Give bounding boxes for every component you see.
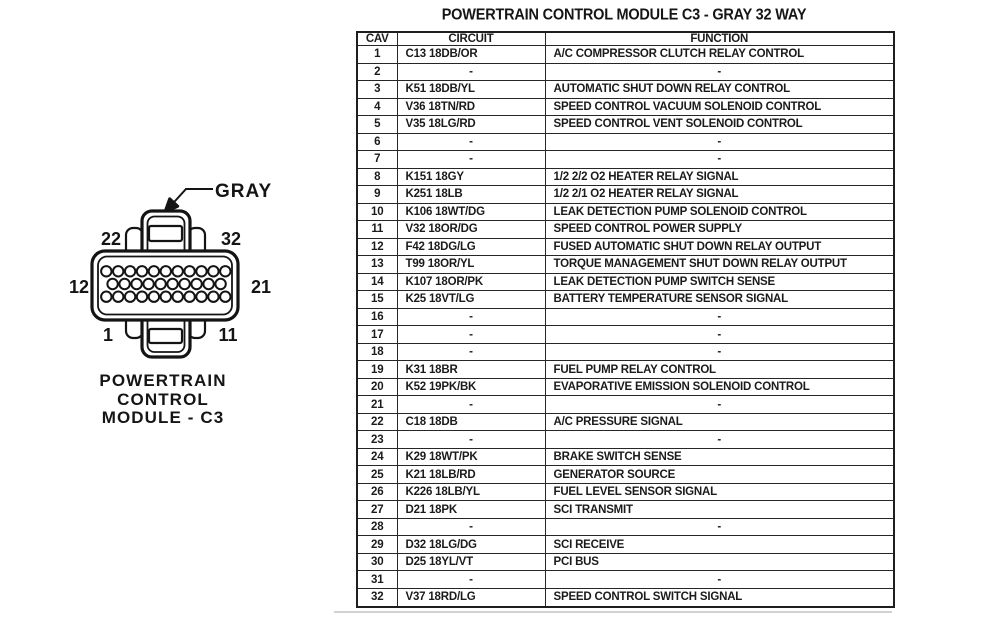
function-cell: - xyxy=(545,308,894,326)
table-row xyxy=(357,343,894,361)
function-cell: A/C COMPRESSOR CLUTCH RELAY CONTROL xyxy=(545,46,894,64)
cav-cell: 7 xyxy=(357,151,397,169)
table-row xyxy=(357,361,894,379)
pin-hole xyxy=(149,266,159,276)
cav-cell: 15 xyxy=(357,291,397,309)
pin-hole xyxy=(161,266,171,276)
cav-cell: 24 xyxy=(357,448,397,466)
circuit-cell: D32 18LG/DG xyxy=(397,536,545,554)
table-row xyxy=(357,536,894,554)
circuit-cell: - xyxy=(397,343,545,361)
pin-hole xyxy=(191,279,201,289)
circuit-cell: - xyxy=(397,396,545,414)
col-header-function: FUNCTION xyxy=(545,32,894,46)
circuit-cell: V32 18OR/DG xyxy=(397,221,545,239)
pin-hole xyxy=(173,266,183,276)
connector-bottom-slot xyxy=(149,329,182,343)
table-row xyxy=(357,81,894,99)
function-cell: SPEED CONTROL VACUUM SOLENOID CONTROL xyxy=(545,98,894,116)
pin-hole xyxy=(196,292,206,302)
circuit-cell: K51 18DB/YL xyxy=(397,81,545,99)
gray-callout-arrow xyxy=(165,189,213,212)
function-cell: 1/2 2/2 O2 HEATER RELAY SIGNAL xyxy=(545,168,894,186)
function-cell: - xyxy=(545,63,894,81)
circuit-cell: V36 18TN/RD xyxy=(397,98,545,116)
function-cell: - xyxy=(545,326,894,344)
table-row xyxy=(357,168,894,186)
pin-hole xyxy=(167,279,177,289)
cav-cell: 8 xyxy=(357,168,397,186)
table-row xyxy=(357,308,894,326)
gray-color-label: GRAY xyxy=(215,181,273,202)
circuit-cell: V37 18RD/LG xyxy=(397,588,545,607)
pin-hole xyxy=(184,292,194,302)
function-cell: - xyxy=(545,133,894,151)
page-title: POWERTRAIN CONTROL MODULE C3 - GRAY 32 WAY xyxy=(441,6,807,24)
pin-hole xyxy=(208,266,218,276)
function-cell: SCI RECEIVE xyxy=(545,536,894,554)
cav-cell: 3 xyxy=(357,81,397,99)
pin-hole xyxy=(113,292,123,302)
circuit-cell: K226 18LB/YL xyxy=(397,483,545,501)
connector-diagram xyxy=(55,168,290,360)
function-cell: LEAK DETECTION PUMP SOLENOID CONTROL xyxy=(545,203,894,221)
pin-hole xyxy=(220,292,230,302)
table-row xyxy=(357,256,894,274)
circuit-cell: D21 18PK xyxy=(397,501,545,519)
circuit-cell: - xyxy=(397,326,545,344)
pin-label-22: 22 xyxy=(100,229,122,249)
circuit-cell: - xyxy=(397,151,545,169)
table-row xyxy=(357,221,894,239)
table-row xyxy=(357,483,894,501)
function-cell: - xyxy=(545,571,894,589)
function-cell: BATTERY TEMPERATURE SENSOR SIGNAL xyxy=(545,291,894,309)
pin-hole xyxy=(184,266,194,276)
circuit-cell: F42 18DG/LG xyxy=(397,238,545,256)
function-cell: - xyxy=(545,396,894,414)
circuit-cell: - xyxy=(397,133,545,151)
table-row xyxy=(357,553,894,571)
table-row xyxy=(357,326,894,344)
cav-cell: 22 xyxy=(357,413,397,431)
pin-hole xyxy=(107,279,117,289)
cav-cell: 2 xyxy=(357,63,397,81)
function-cell: LEAK DETECTION PUMP SWITCH SENSE xyxy=(545,273,894,291)
function-cell: PCI BUS xyxy=(545,553,894,571)
cav-cell: 10 xyxy=(357,203,397,221)
function-cell: SPEED CONTROL VENT SOLENOID CONTROL xyxy=(545,116,894,134)
cav-cell: 6 xyxy=(357,133,397,151)
cav-cell: 28 xyxy=(357,518,397,536)
cav-cell: 27 xyxy=(357,501,397,519)
circuit-cell: - xyxy=(397,63,545,81)
pin-hole xyxy=(131,279,141,289)
table-row xyxy=(357,151,894,169)
table-row xyxy=(357,133,894,151)
circuit-cell: K52 19PK/BK xyxy=(397,378,545,396)
table-row xyxy=(357,466,894,484)
circuit-cell: - xyxy=(397,571,545,589)
circuit-cell: C18 18DB xyxy=(397,413,545,431)
table-row xyxy=(357,431,894,449)
cav-cell: 21 xyxy=(357,396,397,414)
connector-top-slot xyxy=(149,226,182,241)
col-header-circuit: CIRCUIT xyxy=(397,32,545,46)
pin-label-12: 12 xyxy=(68,277,90,297)
pin-hole xyxy=(119,279,129,289)
function-cell: SPEED CONTROL SWITCH SIGNAL xyxy=(545,588,894,607)
function-cell: FUEL PUMP RELAY CONTROL xyxy=(545,361,894,379)
circuit-cell: K31 18BR xyxy=(397,361,545,379)
table-row xyxy=(357,98,894,116)
bottom-scan-line xyxy=(334,611,892,613)
circuit-cell: K29 18WT/PK xyxy=(397,448,545,466)
function-cell: GENERATOR SOURCE xyxy=(545,466,894,484)
pin-label-32: 32 xyxy=(220,229,242,249)
pin-hole xyxy=(149,292,159,302)
cav-cell: 31 xyxy=(357,571,397,589)
cav-cell: 26 xyxy=(357,483,397,501)
table-row xyxy=(357,448,894,466)
pin-hole xyxy=(125,292,135,302)
pin-hole xyxy=(215,279,225,289)
pin-hole xyxy=(101,266,111,276)
pin-hole xyxy=(220,266,230,276)
connector-caption xyxy=(85,372,241,428)
pinout-table xyxy=(356,31,895,608)
circuit-cell: K107 18OR/PK xyxy=(397,273,545,291)
circuit-cell: - xyxy=(397,431,545,449)
pin-label-21: 21 xyxy=(250,277,272,297)
table-row xyxy=(357,63,894,81)
pin-holes xyxy=(101,266,230,302)
table-row xyxy=(357,46,894,64)
table-row xyxy=(357,501,894,519)
cav-cell: 5 xyxy=(357,116,397,134)
pinout-table-body xyxy=(357,46,894,608)
col-header-cav: CAV xyxy=(357,32,397,46)
circuit-cell: - xyxy=(397,308,545,326)
cav-cell: 18 xyxy=(357,343,397,361)
circuit-cell: - xyxy=(397,518,545,536)
cav-cell: 17 xyxy=(357,326,397,344)
table-row xyxy=(357,238,894,256)
table-row xyxy=(357,518,894,536)
pin-hole xyxy=(208,292,218,302)
cav-cell: 13 xyxy=(357,256,397,274)
cav-cell: 29 xyxy=(357,536,397,554)
pin-label-11: 11 xyxy=(218,325,238,345)
function-cell: SPEED CONTROL POWER SUPPLY xyxy=(545,221,894,239)
table-header-row xyxy=(357,32,894,46)
pin-label-1: 1 xyxy=(102,325,114,345)
table-row xyxy=(357,396,894,414)
pin-hole xyxy=(137,266,147,276)
pin-hole xyxy=(196,266,206,276)
circuit-cell: C13 18DB/OR xyxy=(397,46,545,64)
function-cell: BRAKE SWITCH SENSE xyxy=(545,448,894,466)
pin-hole xyxy=(113,266,123,276)
pin-hole xyxy=(101,292,111,302)
table-row xyxy=(357,273,894,291)
table-row xyxy=(357,203,894,221)
cav-cell: 11 xyxy=(357,221,397,239)
circuit-cell: K21 18LB/RD xyxy=(397,466,545,484)
cav-cell: 20 xyxy=(357,378,397,396)
cav-cell: 1 xyxy=(357,46,397,64)
pin-hole xyxy=(155,279,165,289)
function-cell: FUEL LEVEL SENSOR SIGNAL xyxy=(545,483,894,501)
function-cell: FUSED AUTOMATIC SHUT DOWN RELAY OUTPUT xyxy=(545,238,894,256)
circuit-cell: V35 18LG/RD xyxy=(397,116,545,134)
circuit-cell: K251 18LB xyxy=(397,186,545,204)
connector-caption-line: POWERTRAIN xyxy=(99,371,227,390)
cav-cell: 16 xyxy=(357,308,397,326)
function-cell: SCI TRANSMIT xyxy=(545,501,894,519)
pin-hole xyxy=(143,279,153,289)
function-cell: - xyxy=(545,518,894,536)
table-row xyxy=(357,413,894,431)
table-row xyxy=(357,291,894,309)
function-cell: - xyxy=(545,343,894,361)
connector-caption-line: CONTROL xyxy=(117,389,209,409)
pin-hole xyxy=(125,266,135,276)
pin-hole xyxy=(173,292,183,302)
cav-cell: 25 xyxy=(357,466,397,484)
function-cell: - xyxy=(545,151,894,169)
cav-cell: 32 xyxy=(357,588,397,607)
table-row xyxy=(357,588,894,607)
table-row xyxy=(357,186,894,204)
function-cell: 1/2 2/1 O2 HEATER RELAY SIGNAL xyxy=(545,186,894,204)
table-row xyxy=(357,378,894,396)
connector-caption-line: MODULE - C3 xyxy=(101,408,225,427)
table-row xyxy=(357,571,894,589)
table-row xyxy=(357,116,894,134)
cav-cell: 4 xyxy=(357,98,397,116)
cav-cell: 14 xyxy=(357,273,397,291)
pin-hole xyxy=(137,292,147,302)
cav-cell: 23 xyxy=(357,431,397,449)
pin-hole xyxy=(179,279,189,289)
function-cell: A/C PRESSURE SIGNAL xyxy=(545,413,894,431)
function-cell: - xyxy=(545,431,894,449)
cav-cell: 12 xyxy=(357,238,397,256)
circuit-cell: K25 18VT/LG xyxy=(397,291,545,309)
function-cell: TORQUE MANAGEMENT SHUT DOWN RELAY OUTPUT xyxy=(545,256,894,274)
cav-cell: 9 xyxy=(357,186,397,204)
cav-cell: 30 xyxy=(357,553,397,571)
circuit-cell: K106 18WT/DG xyxy=(397,203,545,221)
circuit-cell: K151 18GY xyxy=(397,168,545,186)
pin-hole xyxy=(161,292,171,302)
function-cell: AUTOMATIC SHUT DOWN RELAY CONTROL xyxy=(545,81,894,99)
pin-hole xyxy=(203,279,213,289)
circuit-cell: D25 18YL/VT xyxy=(397,553,545,571)
function-cell: EVAPORATIVE EMISSION SOLENOID CONTROL xyxy=(545,378,894,396)
cav-cell: 19 xyxy=(357,361,397,379)
circuit-cell: T99 18OR/YL xyxy=(397,256,545,274)
